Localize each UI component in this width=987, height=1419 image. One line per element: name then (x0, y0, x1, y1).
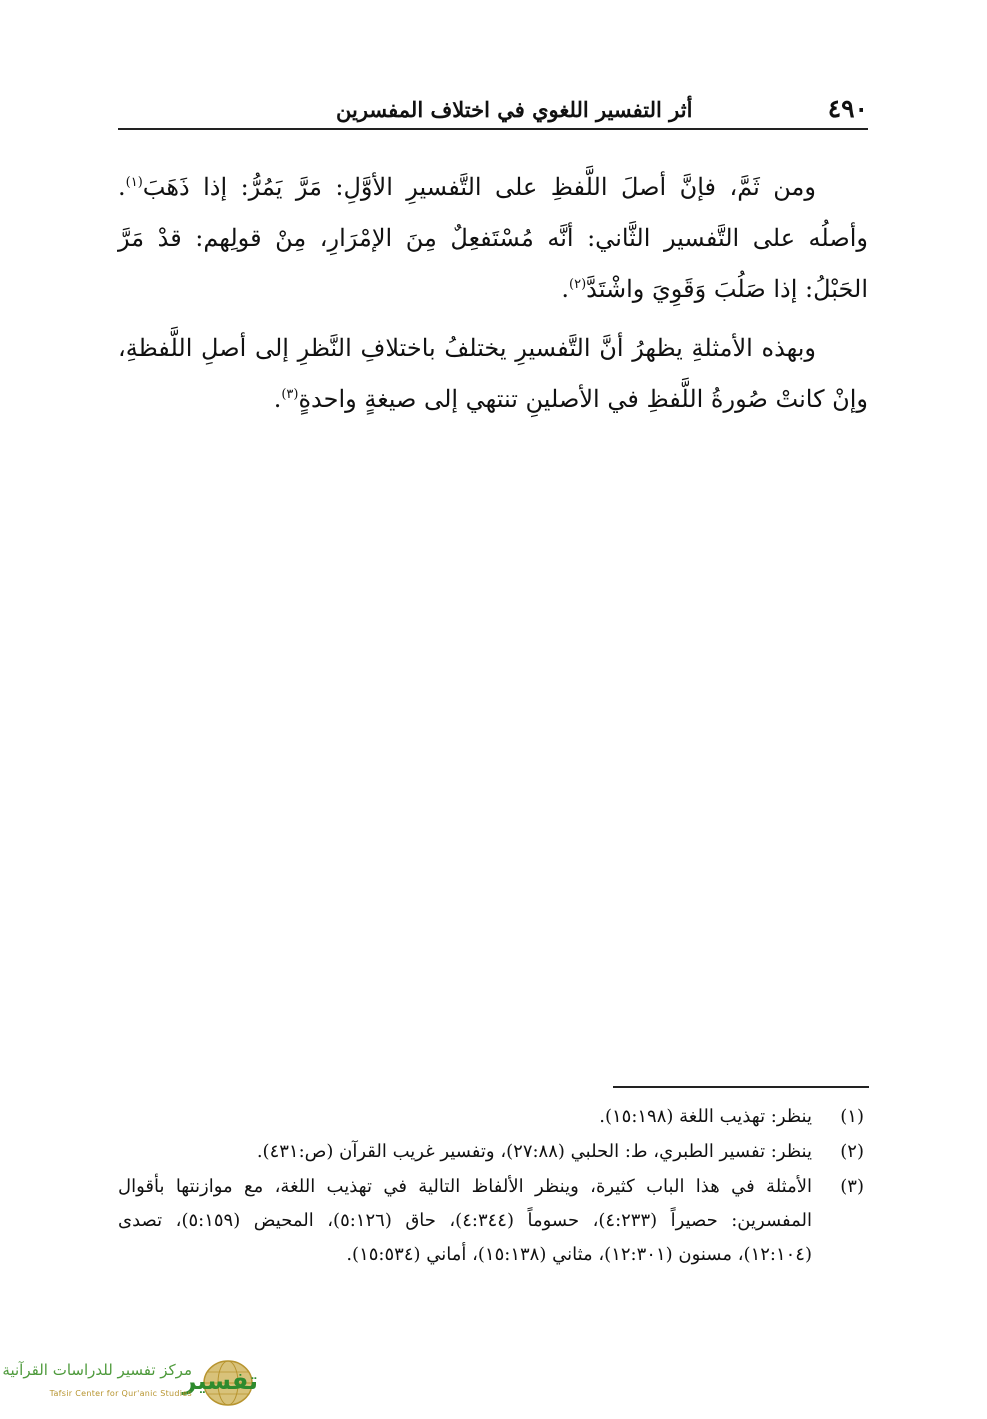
main-text (118, 162, 868, 433)
footnote-text: الأمثلة في هذا الباب كثيرة، وينظر الألفاظ التالية في تهذيب اللغة، مع موازنتها بأقوال المفسرين: حصيراً (٤:٢٣٣)، حسوماً (٤:٣٤٤)، حاق (٥:١٢٦)، المحيض (٥:١٥٩)، تصدى (١٢:١٠٤)، مسنون (١٢:٣٠١)، مثاني (١٥:١٣٨)، أماني (١٥:٥٣٤). (118, 1176, 813, 1265)
paragraph-1-end: . (561, 275, 569, 303)
tafsir-center-logo (2, 1355, 264, 1413)
footnote-separator (613, 1086, 869, 1088)
page-header (118, 92, 868, 130)
footnote-number: (١) (840, 1106, 864, 1127)
paragraph-2 (118, 323, 868, 425)
footnote-ref-3: (٣) (281, 387, 299, 402)
logo-word: تفسير (182, 1367, 258, 1395)
footnote-2 (118, 1135, 868, 1169)
footnotes (118, 1100, 868, 1273)
footnote-3 (118, 1170, 868, 1272)
paragraph-2-end: . (273, 385, 282, 413)
footnote-ref-2: (٢) (569, 277, 587, 292)
running-title: أثر التفسير اللغوي في اختلاف المفسرين (336, 97, 693, 122)
logo-english-name: Tafsir Center for Qur'anic Studies (49, 1389, 192, 1398)
paragraph-1-part-1: ومن ثَمَّ، فإنَّ أصلَ اللَّفظِ على التَّفسيرِ الأوَّلِ: مَرَّ يَمُرُّ: إذا ذَهَبَ (142, 173, 816, 201)
paragraph-1 (118, 162, 868, 315)
paragraph-1-part-2: . وأصلُه على التَّفسير الثَّاني: أنَّه مُسْتَفعِلٌ مِنَ الإمْرَارِ، مِنْ قولِهم: قدْ مَرَّ الحَبْلُ: إذا صَلُبَ وَقَوِيَ واشْتَدَّ (118, 173, 868, 303)
footnote-number: (٣) (840, 1176, 864, 1197)
footnote-text: ينظر: تفسير الطبري، ط: الحلبي (٢٧:٨٨)، وتفسير غريب القرآن (ص:٤٣١). (256, 1141, 812, 1162)
page-number: ٤٩٠ (827, 94, 868, 123)
footnote-ref-1: (١) (125, 175, 143, 190)
logo-center-name: مركز تفسير للدراسات القرآنية (2, 1361, 192, 1379)
footnote-text: ينظر: تهذيب اللغة (١٥:١٩٨). (599, 1106, 812, 1127)
footnote-1 (118, 1100, 868, 1134)
footnote-number: (٢) (840, 1141, 864, 1162)
paragraph-2-text: وبهذه الأمثلةِ يظهرُ أنَّ التَّفسيرِ يختلفُ باختلافِ النَّظرِ إلى أصلِ اللَّفظةِ، وإنْ كانتْ صُورةُ اللَّفظِ في الأصلينِ تنتهي إلى صيغةٍ واحدةٍ (118, 334, 868, 413)
